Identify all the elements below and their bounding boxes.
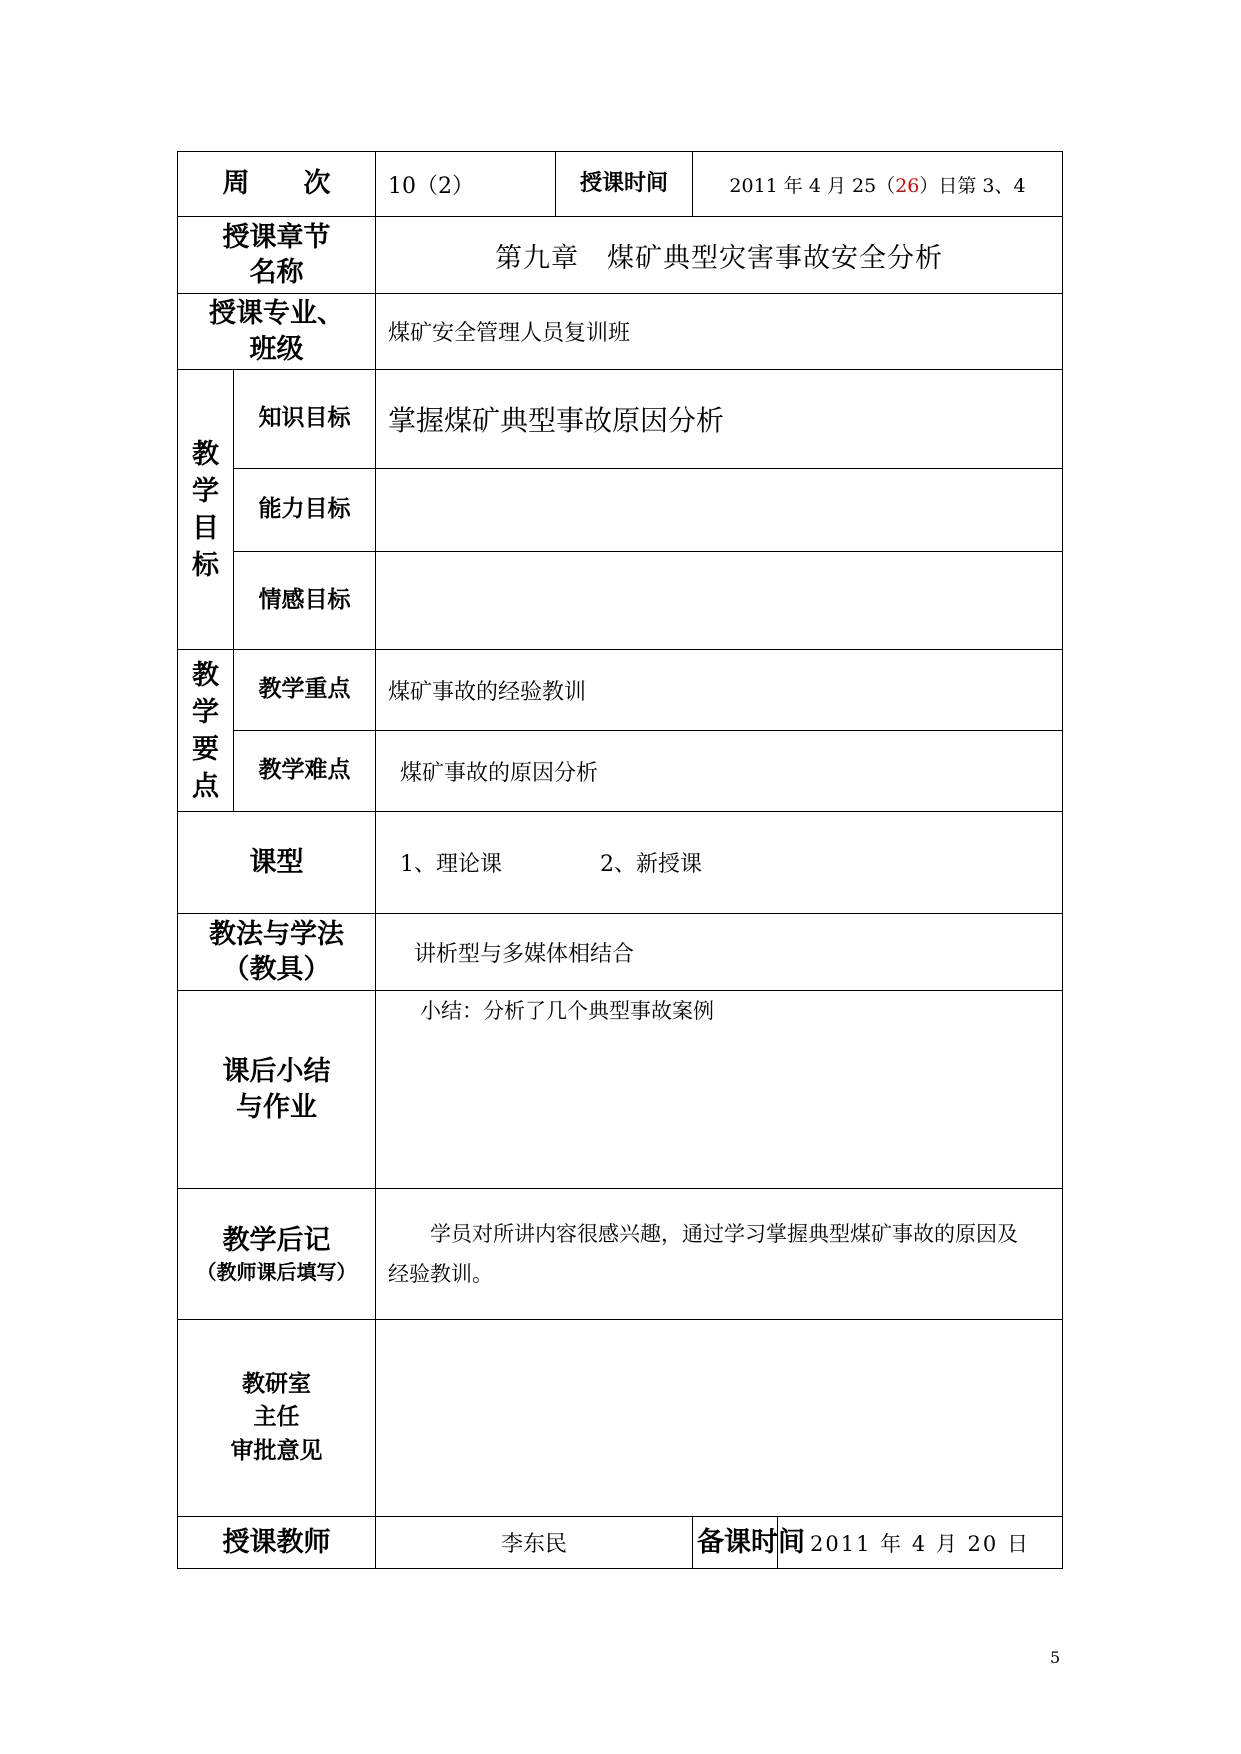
major-row (178, 294, 1063, 370)
summary-label-line2: 与作业 (236, 1091, 317, 1123)
week-row (178, 152, 1063, 217)
teacher-value: 李东民 (376, 1517, 693, 1569)
methods-label (178, 914, 376, 991)
prep-time-label (693, 1517, 805, 1569)
ability-label: 能力目标 (234, 469, 376, 552)
summary-value: 小结：分析了几个典型事故案例 (376, 991, 1063, 1189)
reflection-label-line2: （教师课后填写） (196, 1259, 357, 1284)
objectives-char-3: 目 (192, 512, 219, 544)
class-time-label: 授课时间 (556, 152, 693, 217)
focus-label: 教学重点 (234, 650, 376, 731)
class-time-alt-day: 26 (895, 174, 920, 197)
approval-label-line3: 审批意见 (230, 1437, 323, 1464)
course-type-row (178, 812, 1063, 914)
chapter-label-line1: 授课章节 (222, 221, 331, 253)
prep-time-value: 2011 年 4 月 20 日 (778, 1517, 1063, 1569)
summary-label (178, 991, 376, 1189)
major-label (178, 294, 376, 370)
course-type-value (376, 812, 1063, 914)
knowledge-label: 知识目标 (234, 370, 376, 469)
methods-label-line1: 教法与学法 (209, 918, 344, 950)
reflection-value-line1: 学员对所讲内容很感兴趣，通过学习掌握典型煤矿事故的原因及 (430, 1222, 1018, 1246)
chapter-label-line2: 名称 (249, 257, 304, 288)
emotion-row (178, 552, 1063, 650)
approval-row (178, 1320, 1063, 1517)
objectives-char-1: 教 (192, 438, 219, 470)
week-value: 10（2） (376, 152, 556, 217)
focus-value: 煤矿事故的经验教训 (376, 650, 1063, 731)
objectives-group-label (178, 370, 234, 650)
keypoints-char-2: 学 (192, 696, 219, 728)
reflection-row (178, 1189, 1063, 1320)
keypoints-group-label (178, 650, 234, 812)
objectives-char-4: 标 (192, 549, 219, 581)
chapter-label (178, 217, 376, 294)
keypoints-char-4: 点 (192, 770, 219, 802)
class-time-value (693, 152, 1063, 217)
approval-value (376, 1320, 1063, 1517)
focus-row (178, 650, 1063, 731)
major-value: 煤矿安全管理人员复训班 (376, 294, 1063, 370)
course-type-item-1: 1、理论课 (400, 852, 502, 877)
course-type-item-2: 2、新授课 (600, 852, 702, 877)
teacher-row (178, 1517, 1063, 1569)
lesson-plan-table (177, 151, 1063, 1569)
keypoints-char-3: 要 (192, 733, 219, 765)
knowledge-row (178, 370, 1063, 469)
keypoints-char-1: 教 (192, 659, 219, 691)
approval-label-line1: 教研室 (242, 1370, 311, 1397)
methods-label-line2: （教具） (222, 954, 331, 985)
class-time-value-start: 2011 年 4 月 25（ (729, 174, 896, 197)
reflection-value-line2: 经验教训。 (388, 1262, 493, 1286)
summary-row (178, 991, 1063, 1189)
reflection-label (178, 1189, 376, 1320)
reflection-value (376, 1189, 1063, 1320)
ability-row (178, 469, 1063, 552)
emotion-value (376, 552, 1063, 650)
methods-value: 讲析型与多媒体相结合 (376, 914, 1063, 991)
objectives-char-2: 学 (192, 475, 219, 507)
knowledge-value: 掌握煤矿典型事故原因分析 (376, 370, 1063, 469)
week-label: 周 次 (178, 152, 376, 217)
class-time-value-end: ）日第 3、4 (919, 174, 1026, 197)
methods-row (178, 914, 1063, 991)
difficulty-value: 煤矿事故的原因分析 (376, 731, 1063, 812)
summary-label-line1: 课后小结 (222, 1056, 331, 1088)
prep-time-label-text: 备课时间 (697, 1526, 805, 1558)
page-number: 5 (1050, 1648, 1061, 1667)
approval-label (178, 1320, 376, 1517)
major-label-line1: 授课专业、 (209, 298, 344, 330)
approval-label-line2: 主任 (253, 1404, 300, 1431)
course-type-label: 课型 (178, 812, 376, 914)
chapter-row (178, 217, 1063, 294)
difficulty-label: 教学难点 (234, 731, 376, 812)
difficulty-row (178, 731, 1063, 812)
chapter-value: 第九章 煤矿典型灾害事故安全分析 (376, 217, 1063, 294)
reflection-label-line1: 教学后记 (222, 1225, 331, 1257)
ability-value (376, 469, 1063, 552)
teacher-label: 授课教师 (178, 1517, 376, 1569)
major-label-line2: 班级 (249, 333, 304, 365)
emotion-label: 情感目标 (234, 552, 376, 650)
